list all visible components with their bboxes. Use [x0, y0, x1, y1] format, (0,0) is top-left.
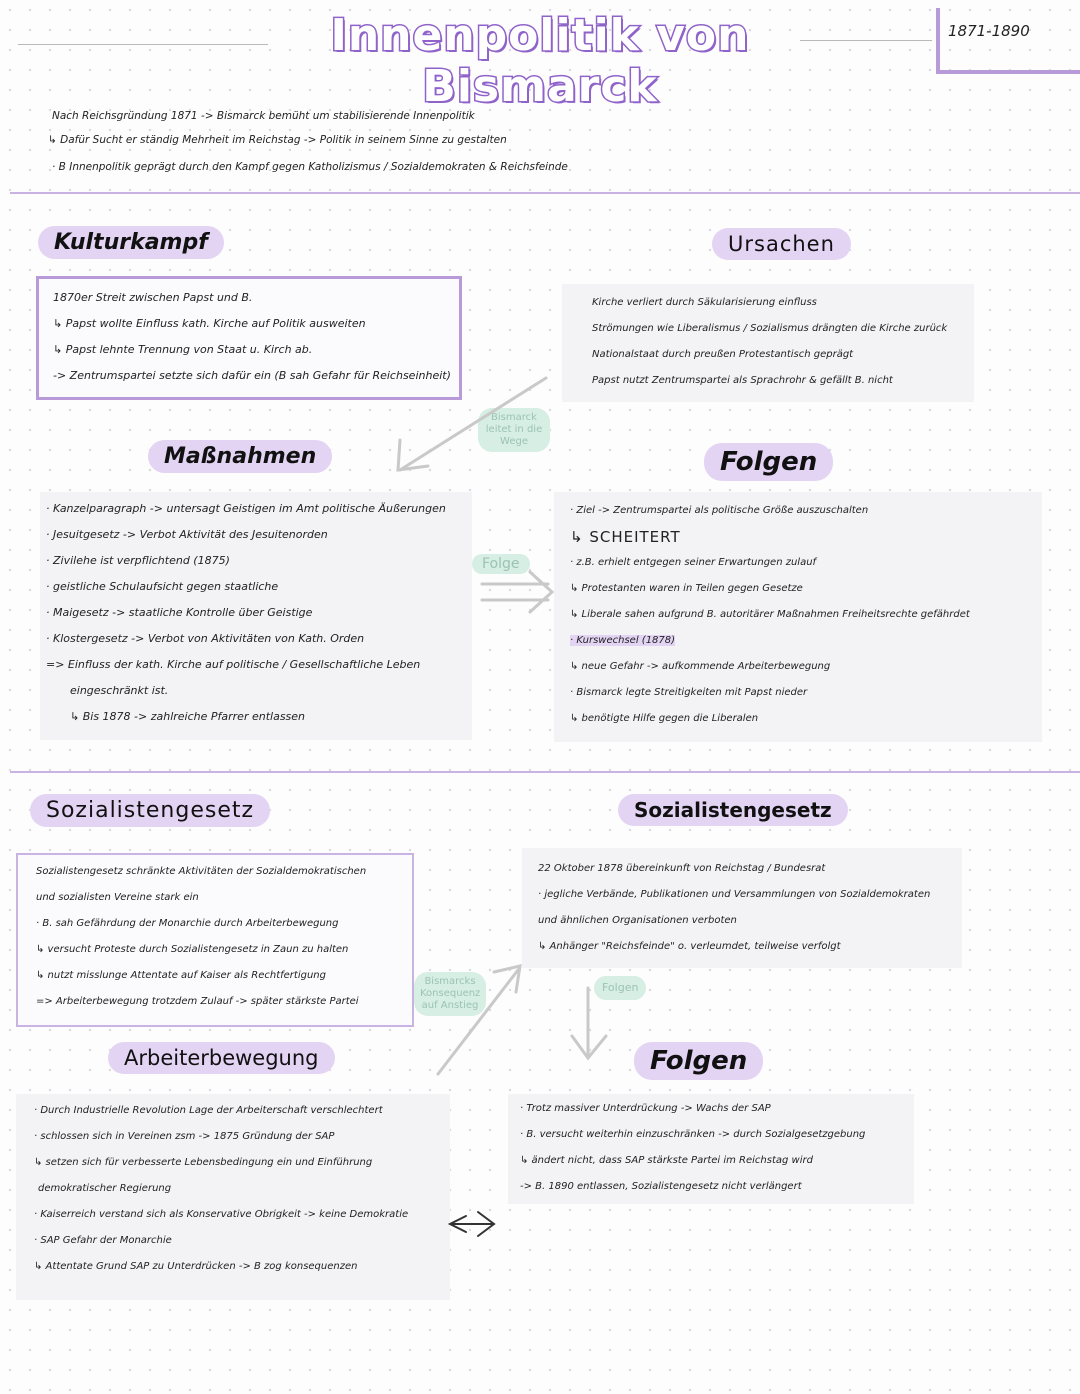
heading-kulturkampf: Kulturkampf: [38, 226, 224, 259]
text-line: ↳ nutzt misslunge Attentate auf Kaiser als Rechtfertigung: [36, 970, 326, 981]
page-title: Innenpolitik von Bismarck: [330, 10, 750, 112]
text-line: · SAP Gefahr der Monarchie: [34, 1235, 172, 1246]
text-line: Sozialistengesetz schränkte Aktivitäten der Sozialdemokratischen: [36, 866, 367, 877]
text-line: ↳ ändert nicht, dass SAP stärkste Partei im Reichstag wird: [520, 1155, 813, 1166]
heading-sozialistengesetz-left: Sozialistengesetz: [30, 794, 270, 827]
text-line: · schlossen sich in Vereinen zsm -> 1875 Gründung der SAP: [34, 1131, 335, 1142]
arrow-sozialistengesetz-up: [438, 966, 520, 1074]
intro-line: Nach Reichsgründung 1871 -> Bismarck bemüht um stabilisierende Innenpolitik: [52, 110, 475, 122]
text-line: ↳ Liberale sahen aufgrund B. autoritärer Maßnahmen Freiheitsrechte gefährdet: [570, 609, 970, 620]
text-line: · Kaiserreich verstand sich als Konservative Obrigkeit -> keine Demokratie: [34, 1209, 409, 1220]
text-line: ↳ setzen sich für verbesserte Lebensbedingung ein und Einführung: [34, 1157, 373, 1168]
text-line: => Einfluss der kath. Kirche auf politische / Gesellschaftliche Leben: [46, 658, 421, 671]
text-line: ↳ Bis 1878 -> zahlreiche Pfarrer entlassen: [70, 710, 306, 723]
text-line: ↳ benötigte Hilfe gegen die Liberalen: [570, 713, 759, 724]
arrow-massnahmen-to-folgen: [482, 572, 552, 612]
date-range: 1871-1890: [948, 22, 1030, 40]
text-line: Papst nutzt Zentrumspartei als Sprachrohr & gefällt B. nicht: [592, 375, 893, 386]
arrow-folgen-down: [572, 988, 606, 1058]
heading-arbeiterbewegung: Arbeiterbewegung: [108, 1042, 335, 1074]
text-line: und sozialisten Vereine stark ein: [36, 892, 199, 903]
text-line: ↳ Attentate Grund SAP zu Unterdrücken -> B zog konsequenzen: [34, 1261, 358, 1272]
text-line: -> Zentrumspartei setzte sich dafür ein (B sah Gefahr für Reichseinheit): [53, 369, 451, 382]
text-line: Strömungen wie Liberalismus / Sozialismus drängten die Kirche zurück: [592, 323, 948, 334]
text-line: ↳ Anhänger "Reichsfeinde" o. verleumdet, teilweise verfolgt: [538, 941, 841, 952]
text-line: ↳ Papst wollte Einfluss kath. Kirche auf Politik ausweiten: [53, 317, 366, 330]
text-line: demokratischer Regierung: [38, 1183, 172, 1194]
heading-massnahmen: Maßnahmen: [148, 440, 332, 473]
note-konsequenz: Bismarcks Konsequenz auf Anstieg: [414, 972, 486, 1016]
heading-folgen-2: Folgen: [634, 1042, 763, 1080]
text-line: · Maigesetz -> staatliche Kontrolle über Geistige: [46, 606, 313, 619]
heading-ursachen: Ursachen: [712, 228, 851, 260]
text-line: · B. versucht weiterhin einzuschränken -> durch Sozialgesetzgebung: [520, 1129, 866, 1140]
highlight-kurswechsel: · Kurswechsel (1878): [570, 635, 676, 646]
text-line: · jegliche Verbände, Publikationen und Versammlungen von Sozialdemokraten: [538, 889, 931, 900]
text-line: · Trotz massiver Unterdrückung -> Wachs der SAP: [520, 1103, 771, 1114]
text-line: ↳ versucht Proteste durch Sozialistengesetz in Zaun zu halten: [36, 944, 349, 955]
text-line: · Kanzelparagraph -> untersagt Geistigen im Amt politische Äußerungen: [46, 502, 446, 515]
text-line: · B. sah Gefährdung der Monarchie durch Arbeiterbewegung: [36, 918, 339, 929]
text-line: Kirche verliert durch Säkularisierung einfluss: [592, 297, 817, 308]
text-line: · Durch Industrielle Revolution Lage der Arbeiterschaft verschlechtert: [34, 1105, 383, 1116]
text-line: · Zivilehe ist verpflichtend (1875): [46, 554, 230, 567]
text-line: ↳ Papst lehnte Trennung von Staat u. Kirch ab.: [53, 343, 313, 356]
text-line: · geistliche Schulaufsicht gegen staatliche: [46, 580, 279, 593]
text-line: 22 Oktober 1878 übereinkunft von Reichstag / Bundesrat: [538, 863, 826, 874]
text-line: ↳ Protestanten waren in Teilen gegen Gesetze: [570, 583, 803, 594]
text-line: -> B. 1890 entlassen, Sozialistengesetz nicht verlängert: [520, 1181, 802, 1192]
text-line: Nationalstaat durch preußen Protestantisch geprägt: [592, 349, 854, 360]
text-line: · Ziel -> Zentrumspartei als politische Größe auszuschalten: [570, 505, 869, 516]
text-line: · Bismarck legte Streitigkeiten mit Papst nieder: [570, 687, 808, 698]
note-bismarck-wege: Bismarck leitet in die Wege: [478, 408, 550, 452]
intro-line: · B Innenpolitik geprägt durch den Kampf gegen Katholizismus / Sozialdemokraten & Reichsfeinde: [52, 161, 568, 173]
heading-folgen: Folgen: [704, 443, 833, 481]
heading-sozialistengesetz-right: Sozialistengesetz: [618, 794, 848, 826]
arrow-ursachen-to-massnahmen: [398, 378, 546, 470]
text-line: · Klostergesetz -> Verbot von Aktivitäten von Kath. Orden: [46, 632, 365, 645]
note-folge: Folge: [472, 554, 530, 574]
text-line: ↳ neue Gefahr -> aufkommende Arbeiterbewegung: [570, 661, 831, 672]
text-line: ↳ SCHEITERT: [570, 528, 681, 546]
text-line: eingeschränkt ist.: [70, 684, 169, 697]
text-line: 1870er Streit zwischen Papst und B.: [53, 291, 253, 304]
text-line: => Arbeiterbewegung trotzdem Zulauf -> später stärkste Partei: [36, 996, 359, 1007]
intro-line: ↳ Dafür Sucht er ständig Mehrheit im Reichstag -> Politik in seinem Sinne zu gestalten: [48, 134, 507, 146]
text-line: · Jesuitgesetz -> Verbot Aktivität des Jesuitenorden: [46, 528, 328, 541]
arrow-back-small: [450, 1212, 494, 1236]
text-line: und ähnlichen Organisationen verboten: [538, 915, 737, 926]
text-line: · z.B. erhielt entgegen seiner Erwartungen zulauf: [570, 557, 817, 568]
note-folgen: Folgen: [594, 976, 646, 1000]
